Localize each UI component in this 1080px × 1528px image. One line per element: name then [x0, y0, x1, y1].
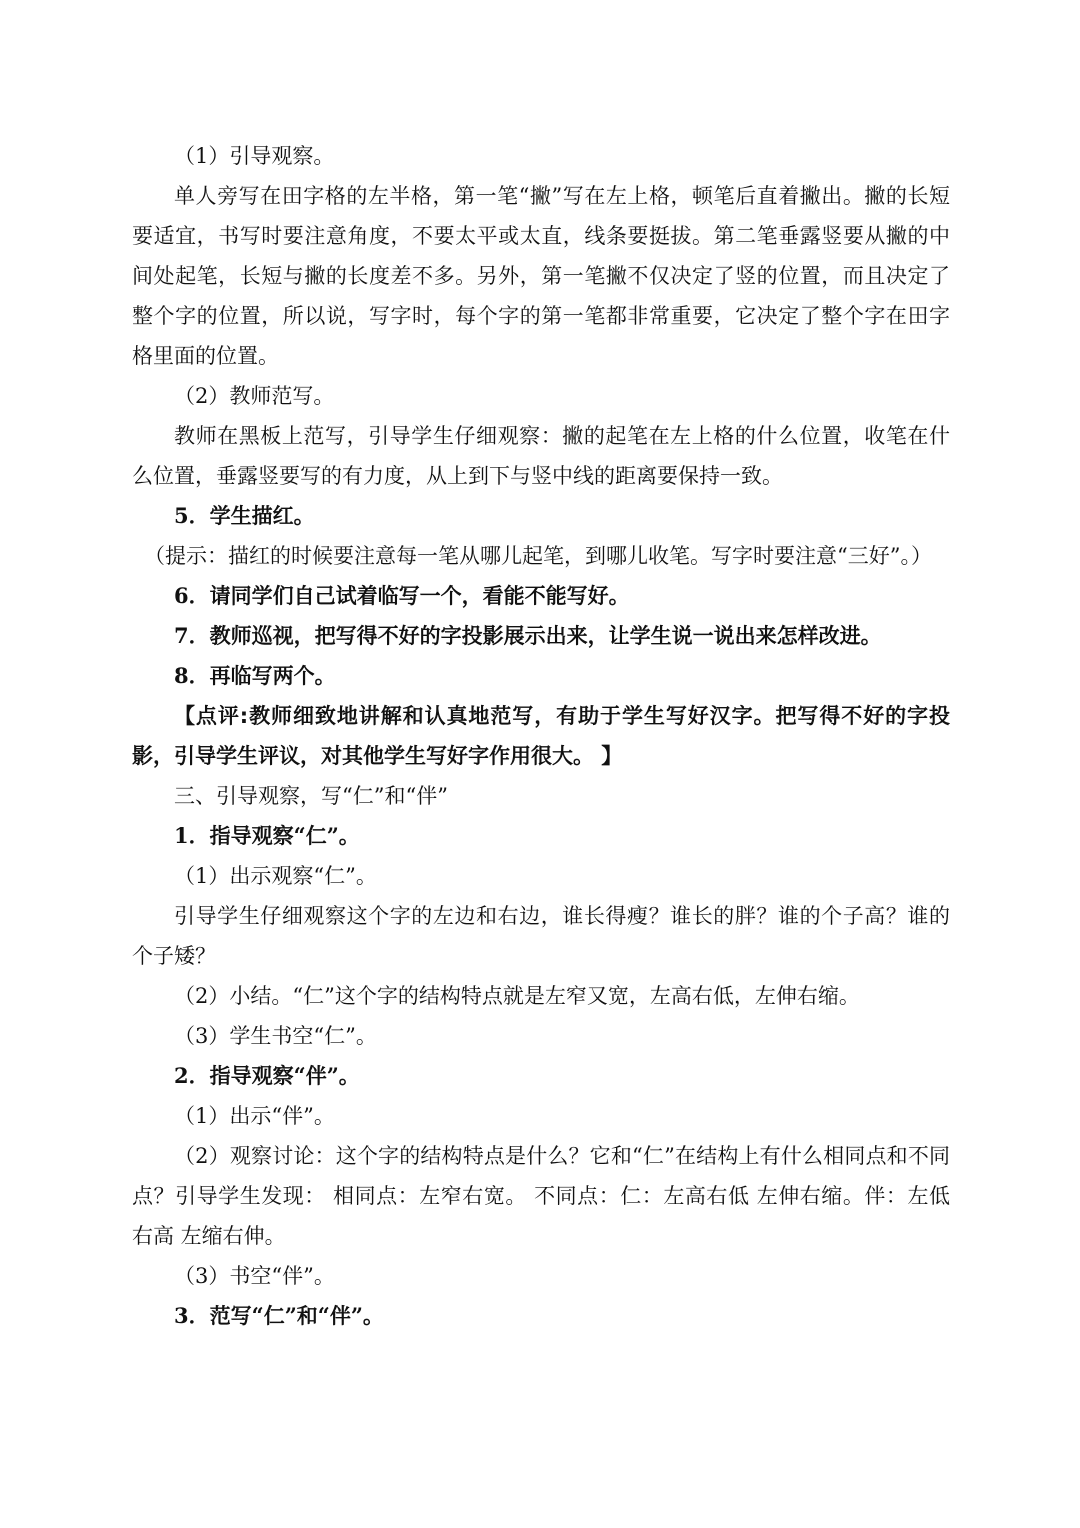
paragraph-demo-step-3: 3．范写“仁”和“伴”。 [174, 1303, 384, 1328]
paragraph-single-person-radical: 单人旁写在田字格的左半格，第一笔“撇”写在左上格，顿笔后直着撇出。撇的长短要适宜，书写时要注意角度，不要太平或太直，线条要挺拔。第二笔垂露竖要从撇的中间处起笔，长短与撇的长度差不多。另外，第一笔撇不仅决定了竖的位置，而且决定了整个字的位置，所以说，写字时，每个字的第一笔都非常重要，它决定了整个字在田字格里面的位置。 [132, 184, 950, 368]
paragraph-ren-observe: 引导学生仔细观察这个字的左边和右边，谁长得瘦？谁长的胖？谁的个子高？谁的个子矮？ [132, 904, 950, 968]
paragraph-tip: （提示：描红的时候要注意每一笔从哪儿起笔，到哪儿收笔。写字时要注意“三好”。） [144, 544, 932, 568]
paragraph-comment: 【点评:教师细致地讲解和认真地范写，有助于学生写好汉字。把写得不好的字投影，引导学生评议，对其他学生写好字作用很大。 】 [132, 704, 950, 768]
paragraph-ren-step-1: 1．指导观察“仁”。 [174, 823, 360, 848]
paragraph-ban-discuss: （2）观察讨论：这个字的结构特点是什么？它和“仁”在结构上有什么相同点和不同点？引导学生发现： 相同点：左窄右宽。 不同点：仁：左高右低 左伸右缩。伴：左低右高 左缩右伸。 [132, 1144, 950, 1248]
paragraph-ren-summary: （2）小结。“仁”这个字的结构特点就是左窄又宽，左高右低，左伸右缩。 [174, 984, 860, 1008]
paragraph-step-8: 8．再临写两个。 [174, 663, 336, 688]
paragraph-observe-heading: （1）引导观察。 [174, 144, 335, 168]
paragraph-ban-step-2: 2．指导观察“伴”。 [174, 1063, 360, 1088]
document-body [132, 136, 950, 1336]
section-heading-3: 三、引导观察，写“仁”和“伴” [174, 784, 448, 808]
paragraph-ban-air-writing: （3）书空“伴”。 [174, 1264, 335, 1288]
paragraph-step-6: 6．请同学们自己试着临写一个，看能不能写好。 [174, 583, 630, 608]
paragraph-ban-show: （1）出示“伴”。 [174, 1104, 335, 1128]
paragraph-ren-show: （1）出示观察“仁”。 [174, 864, 377, 888]
paragraph-step-7: 7．教师巡视，把写得不好的字投影展示出来，让学生说一说出来怎样改进。 [174, 623, 882, 648]
paragraph-step-5: 5．学生描红。 [174, 503, 315, 528]
paragraph-teacher-demo: 教师在黑板上范写，引导学生仔细观察：撇的起笔在左上格的什么位置，收笔在什么位置，垂露竖要写的有力度，从上到下与竖中线的距离要保持一致。 [132, 424, 950, 488]
paragraph-ren-air-writing: （3）学生书空“仁”。 [174, 1024, 377, 1048]
paragraph-teacher-demo-heading: （2）教师范写。 [174, 384, 335, 408]
